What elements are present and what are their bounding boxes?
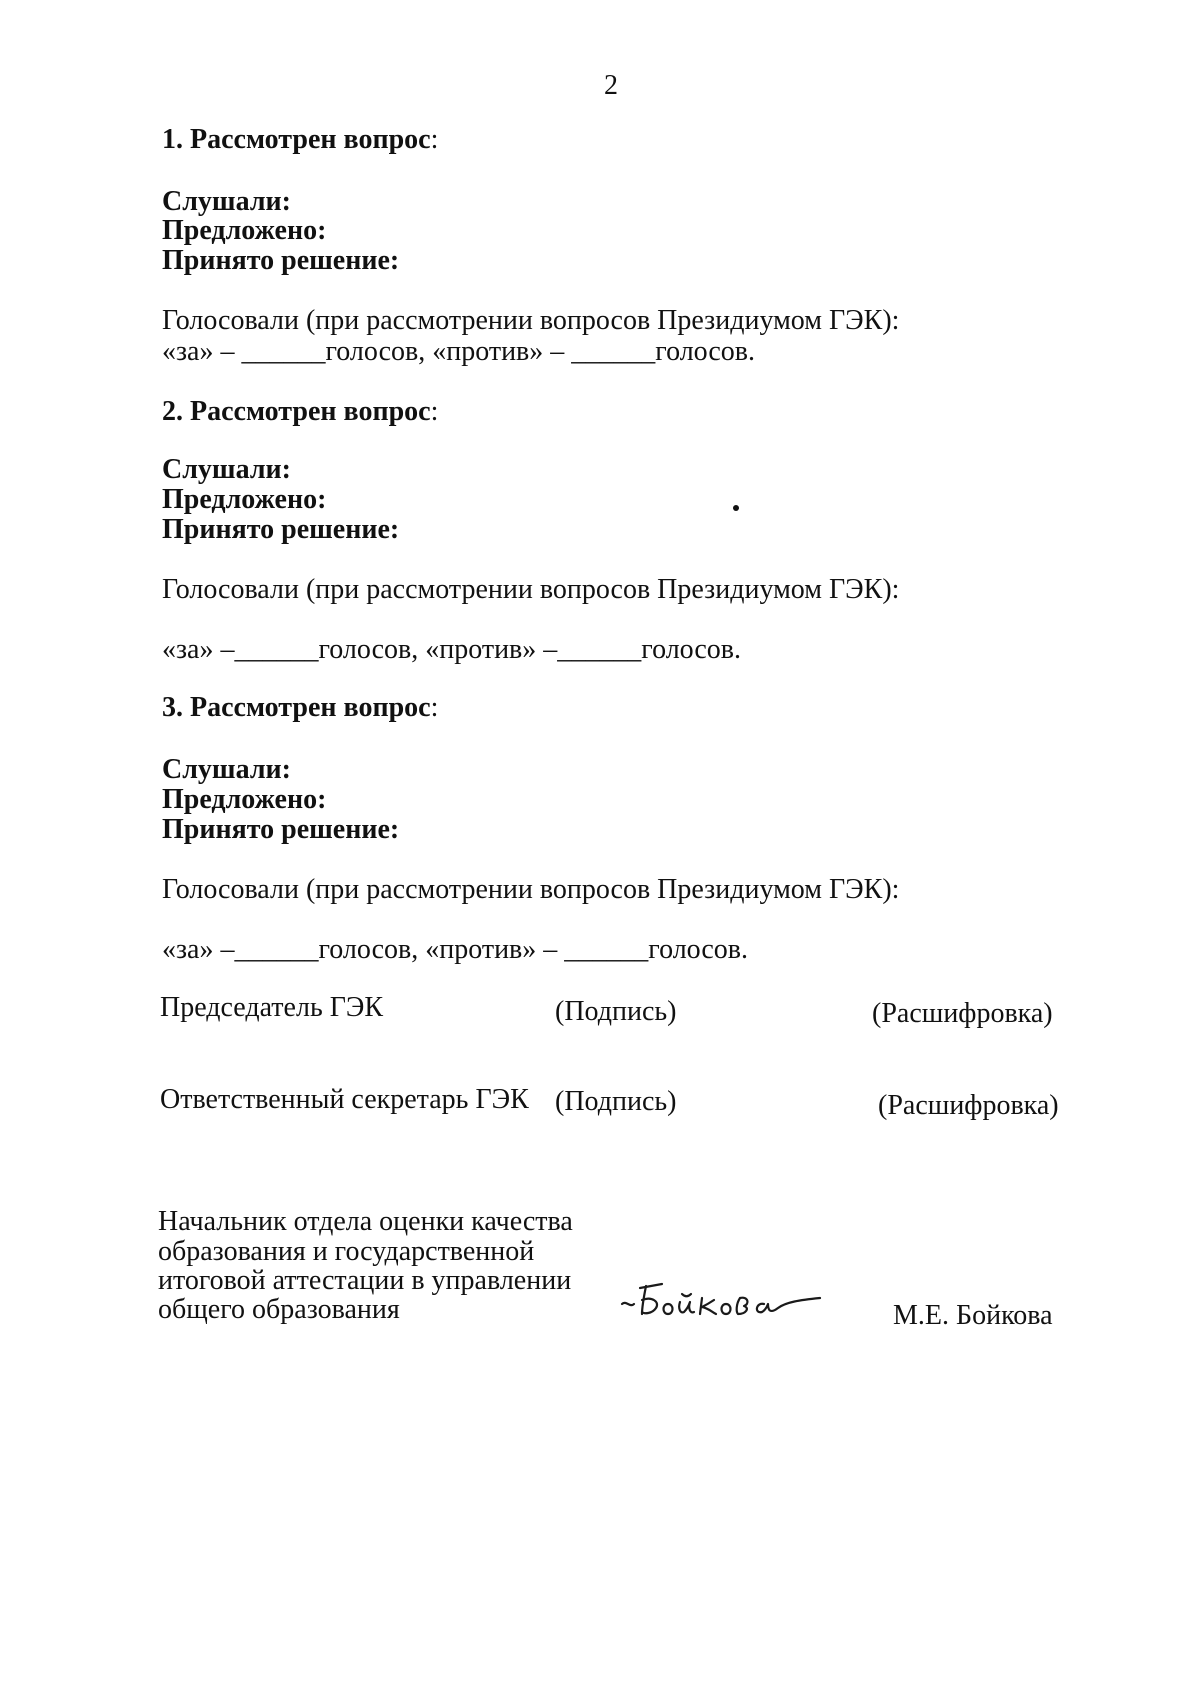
head-title-line-3: итоговой аттестации в управлении — [158, 1265, 572, 1296]
secretary-role: Ответственный секретарь ГЭК — [160, 1084, 529, 1115]
section-3-decision-label: Принято решение: — [162, 814, 400, 845]
section-1-heading-text: 1. Рассмотрен вопрос — [162, 124, 431, 155]
head-name: М.Е. Бойкова — [893, 1300, 1053, 1331]
head-title-line-2: образования и государственной — [158, 1236, 535, 1267]
section-2-heading-text: 2. Рассмотрен вопрос — [162, 396, 431, 427]
section-3-proposed-label: Предложено: — [162, 784, 327, 815]
section-2-vote-intro: Голосовали (при рассмотрении вопросов Президиумом ГЭК): — [162, 574, 900, 605]
head-title-line-4: общего образования — [158, 1294, 400, 1325]
section-2-heading-colon: : — [430, 396, 439, 427]
section-1-proposed-label: Предложено: — [162, 215, 327, 246]
handwritten-signature — [618, 1274, 824, 1326]
section-2-vote-line: «за» –______голосов, «против» –______голосов. — [162, 634, 742, 665]
secretary-signature-placeholder: (Подпись) — [555, 1086, 677, 1117]
secretary-decoding-placeholder: (Расшифровка) — [878, 1090, 1059, 1121]
page-number: 2 — [604, 70, 618, 101]
stray-dot-mark — [733, 505, 739, 511]
section-1-heading — [162, 124, 438, 156]
section-3-heard-label: Слушали: — [162, 754, 291, 785]
section-2-heard-label: Слушали: — [162, 454, 291, 485]
section-2-decision-label: Принято решение: — [162, 514, 400, 545]
section-3-heading-colon: : — [430, 692, 439, 723]
chairman-signature-placeholder: (Подпись) — [555, 996, 677, 1027]
section-3-vote-intro: Голосовали (при рассмотрении вопросов Президиумом ГЭК): — [162, 874, 900, 905]
section-3-heading-text: 3. Рассмотрен вопрос — [162, 692, 431, 723]
chairman-role: Председатель ГЭК — [160, 992, 384, 1023]
section-1-heard-label: Слушали: — [162, 186, 291, 217]
section-2-heading — [162, 396, 438, 428]
section-1-vote-line: «за» – ______голосов, «против» – ______голосов. — [162, 336, 756, 367]
section-1-decision-label: Принято решение: — [162, 245, 400, 276]
section-3-vote-line: «за» –______голосов, «против» – ______голосов. — [162, 934, 749, 965]
section-2-proposed-label: Предложено: — [162, 484, 327, 515]
section-1-vote-intro: Голосовали (при рассмотрении вопросов Президиумом ГЭК): — [162, 305, 900, 336]
head-title-line-1: Начальник отдела оценки качества — [158, 1206, 573, 1237]
section-3-heading — [162, 692, 438, 724]
section-1-heading-colon: : — [430, 124, 439, 155]
chairman-decoding-placeholder: (Расшифровка) — [872, 998, 1053, 1029]
